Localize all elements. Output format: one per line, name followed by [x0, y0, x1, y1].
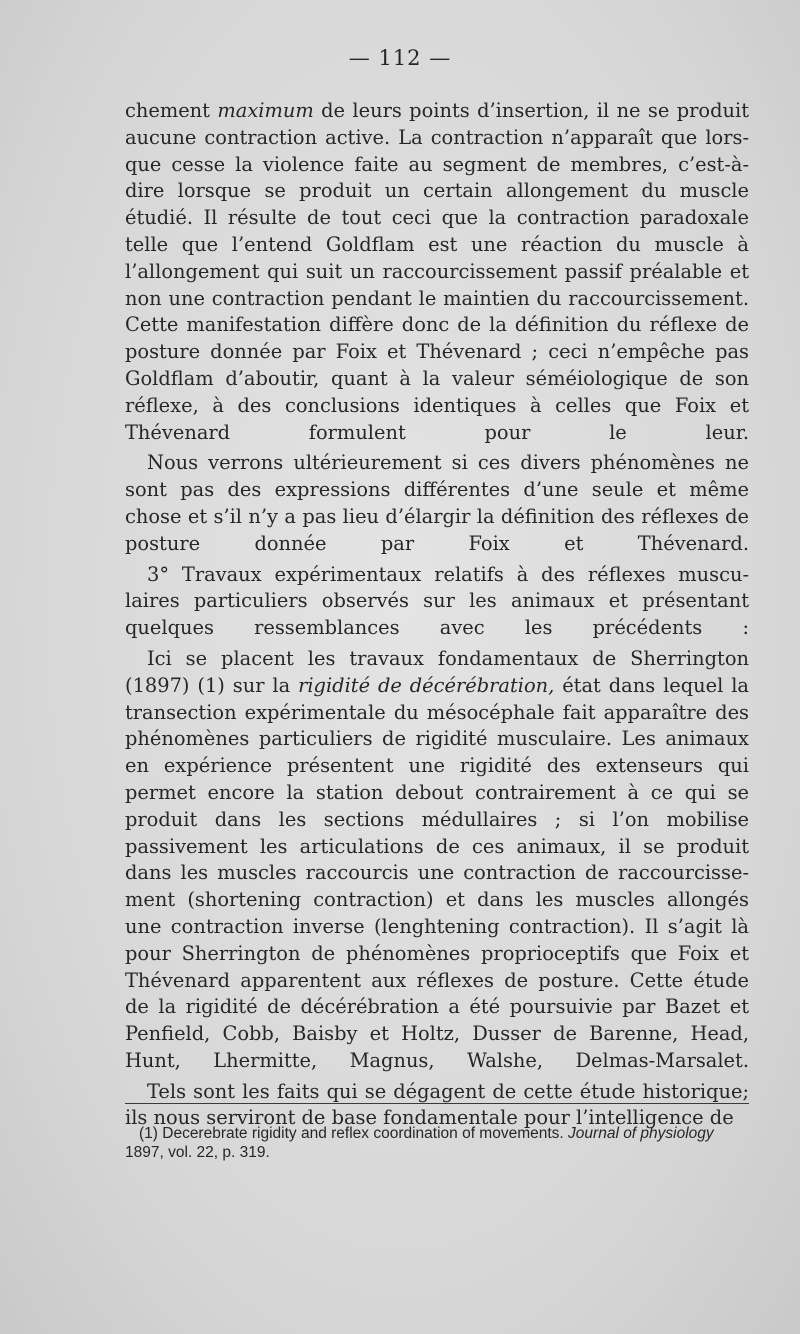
paragraph-4-segment: état dans lequel la transection expérimentale du mésocéphale fait apparaître des phénomènes particuliers de rigidité musculaire. Les animaux en expérience présentent une rigidité des extenseurs qui permet encore la station debout contrairement à ce qui se produit dans les sections médullaires ; si l’on mobilise passivement les articulations de ces animaux, il se produit dans les muscles raccourcis une contraction de raccourcissement (shortening contraction) et dans les muscles allongés une contraction inverse (lenghtening contraction). Il s’agit là pour Sherrington de phénomènes proprioceptifs que Foix et Thévenard apparentent aux réflexes de posture. Cette étude de la rigidité de décérébration a été poursuivie par Bazet et Penfield, Cobb, Baisby et Holtz, Dusser de Barenne, Head, Hunt, Lhermitte, Magnus, Walshe, Delmas-Marsalet. — [125, 673, 749, 1072]
footnote-segment: (1) Decerebrate rigidity and reflex coordination of movements. — [139, 1125, 569, 1142]
paragraph-4-segment: Ici se placent les travaux fondamentaux de Sherrington (1897) (1) sur la — [125, 646, 749, 697]
body-text — [125, 98, 749, 1132]
paragraph-4-segment-italic: rigidité de décérébration, — [298, 673, 555, 697]
paragraph-2-segment: Nous verrons ultérieurement si ces divers phénomènes ne sont pas des expressions différentes d’une seule et même chose et s’il n’y a pas lieu d’élargir la définition des réflexes de posture donnée par Foix et Thévenard. — [125, 451, 749, 555]
paragraph-3-segment: 3° Travaux expérimentaux relatifs à des réflexes musculaires particuliers observés sur les animaux et présentant quelques ressemblances avec les précédents : — [125, 562, 749, 640]
footnote — [125, 1124, 749, 1162]
paragraph-1-segment: chement — [125, 99, 218, 122]
paragraph-5-segment: Tels sont les faits qui se dégagent de cette étude historique; ils nous serviront de base fondamentale pour l’intelligence de — [125, 1079, 749, 1130]
footnote-segment-italic: Journal of physiology — [568, 1125, 714, 1142]
page-number: — 112 — — [348, 46, 452, 70]
footnote-divider — [125, 1103, 749, 1104]
footnote-segment: 1897, vol. 22, p. 319. — [125, 1144, 270, 1161]
paragraph-1-segment: de leurs points d’insertion, il ne se produit aucune contraction active. La contraction n’apparaît que lorsque cesse la violence faite au segment de membres, c’est-à-dire lorsque se produit un certain allongement du muscle étudié. Il résulte de tout ceci que la contraction paradoxale telle que l’entend Goldflam est une réaction du muscle à l’allongement qui suit un raccourcissement passif préalable et non une contraction pendant le maintien du raccourcissement. Cette manifestation diffère donc de la définition du réflexe de posture donnée par Foix et Thévenard ; ceci n’empêche pas Goldflam d’aboutir, quant à la valeur séméiologique de son réflexe, à des conclusions identiques à celles que Foix et Thévenard formulent pour le leur. — [125, 99, 749, 444]
paragraph-1 — [125, 98, 749, 446]
paragraph-2 — [125, 450, 749, 557]
paragraph-1-segment-italic: maximum — [217, 99, 314, 122]
paragraph-4 — [125, 646, 749, 1075]
paragraph-3 — [125, 562, 749, 642]
